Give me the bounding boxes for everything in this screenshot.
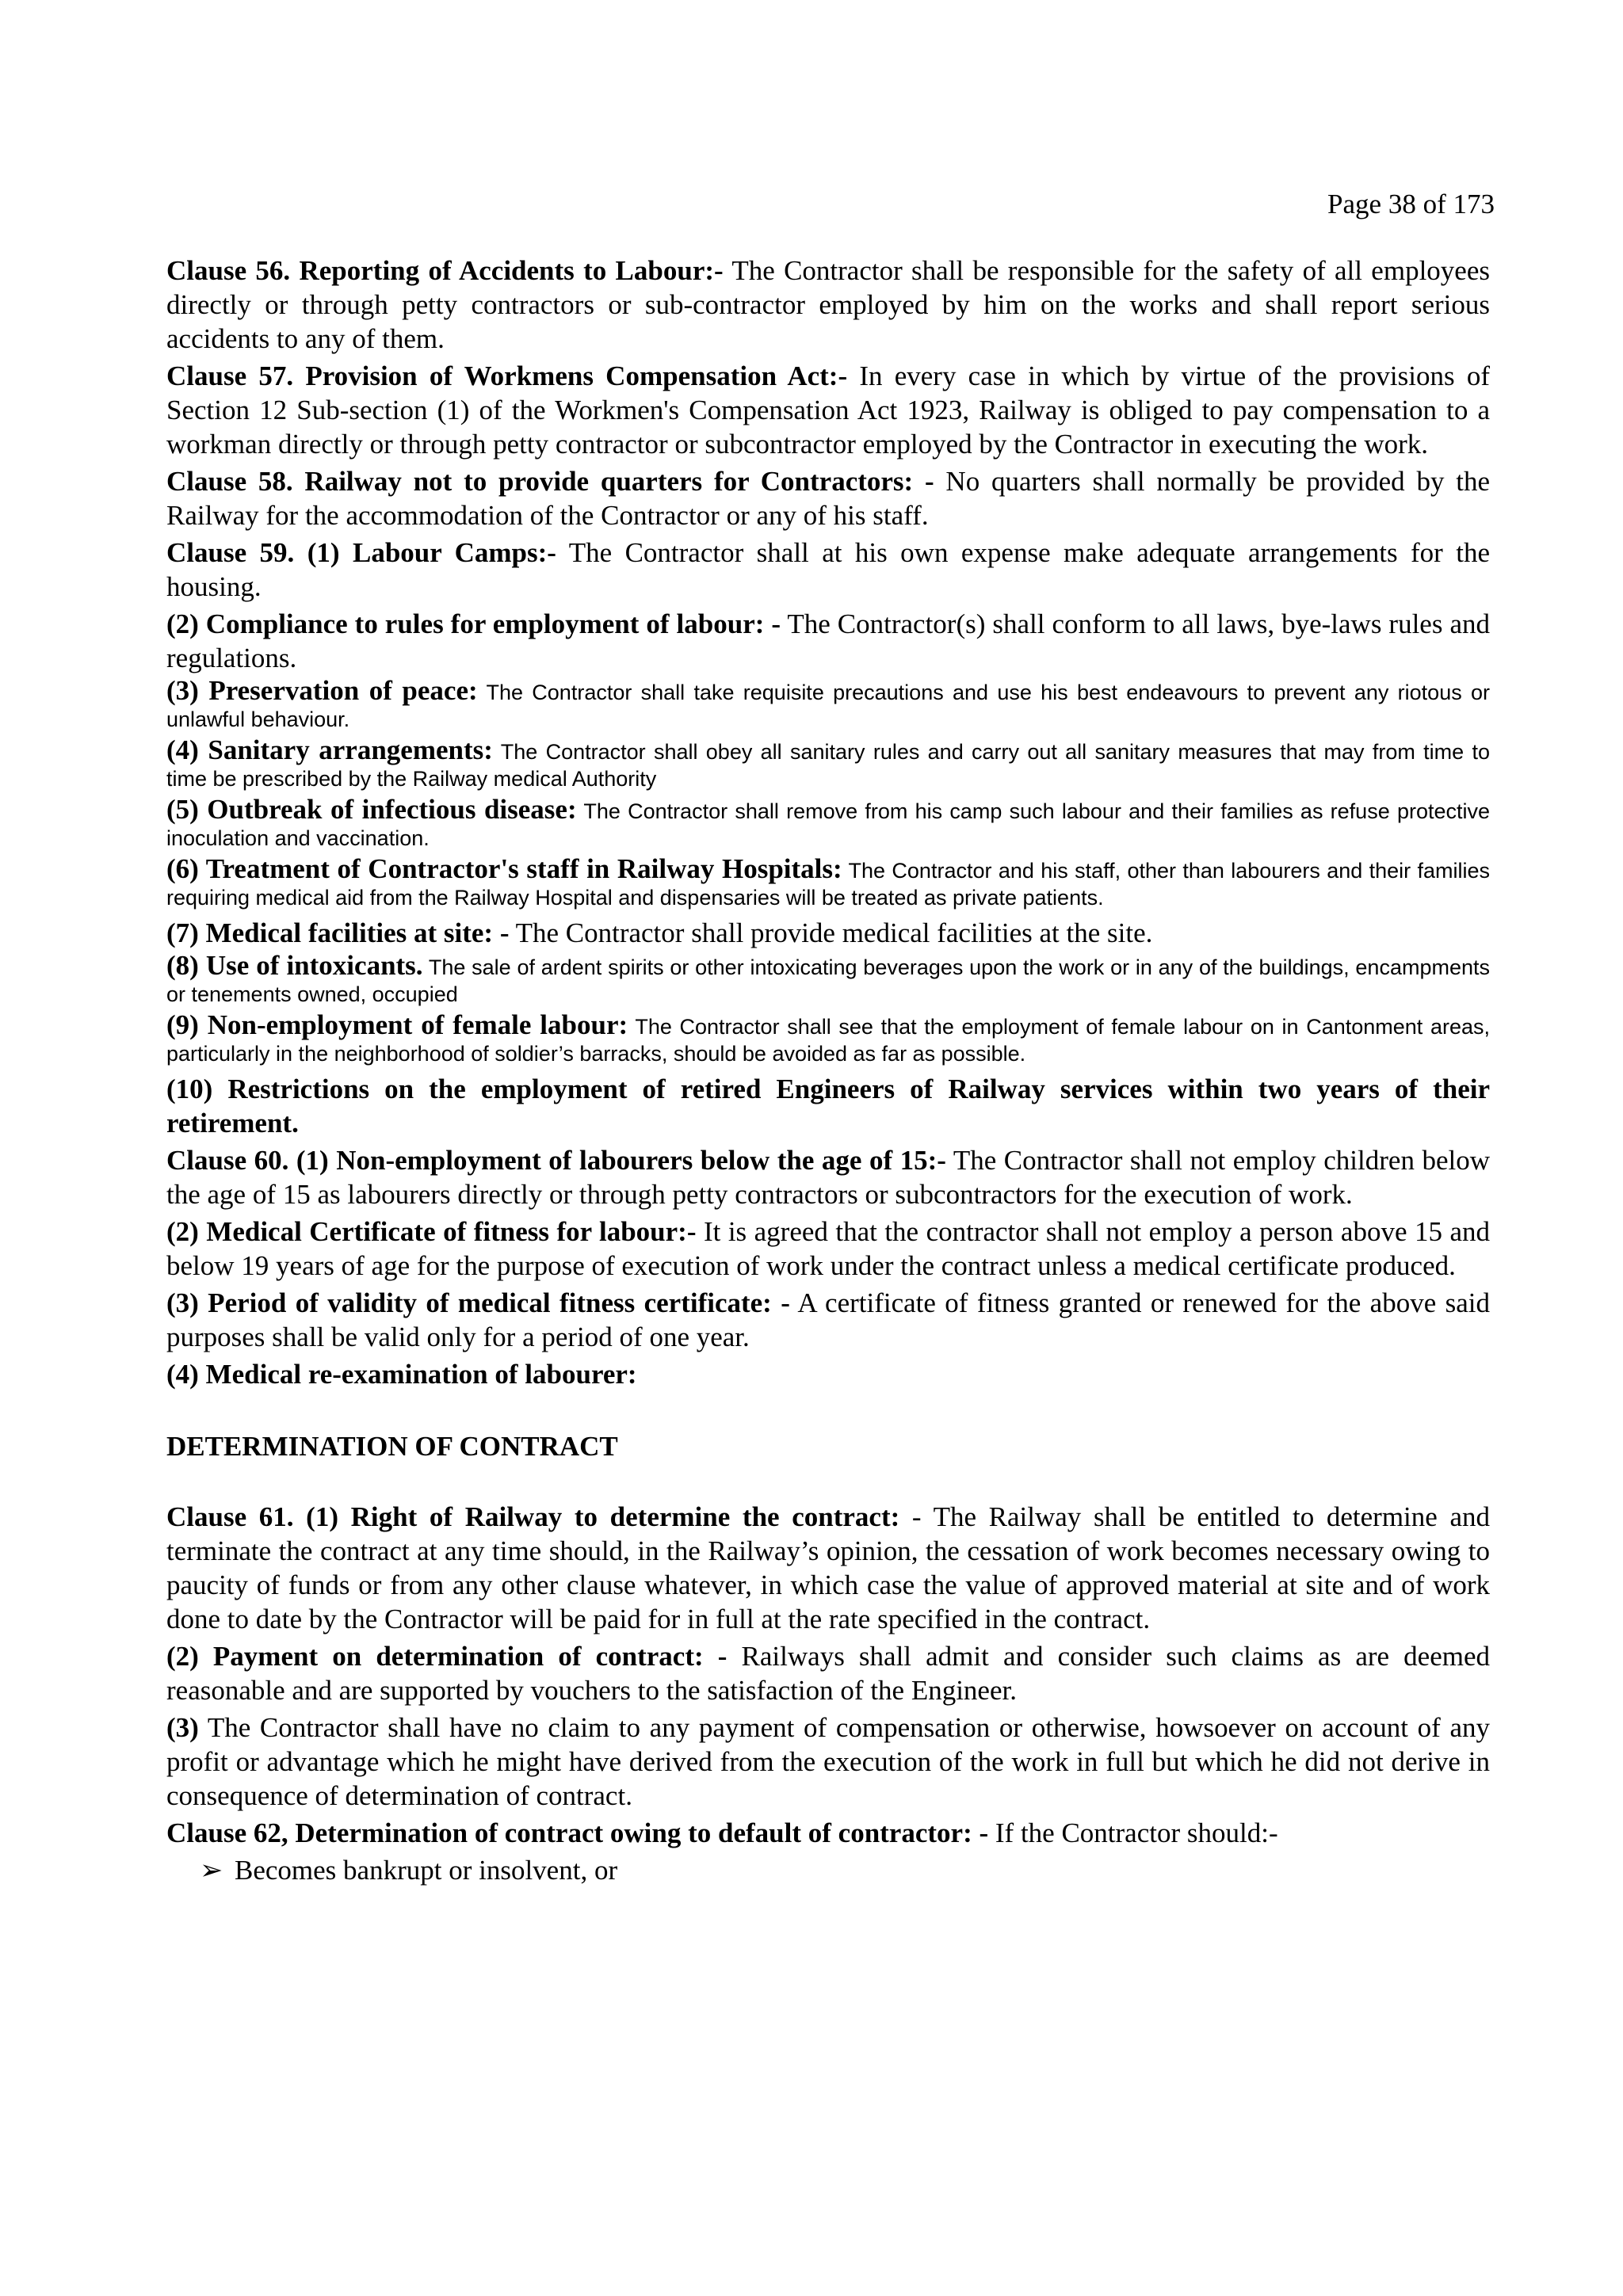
clause-heading: (7) Medical facilities at site: - — [166, 917, 510, 948]
clause-text: The Contractor shall not employ children below the age of 15 as labourers directly or through petty contractors or subcontractors for the execution of work. — [166, 1145, 1490, 1210]
clause-text: The Contractor shall be responsible for the safety of all employees directly or through petty contractors or sub-contractor employed by him on the works and shall report serious accidents to any of them. — [166, 255, 1490, 354]
document-body — [166, 254, 1490, 1887]
clause-heading: Clause 58. Railway not to provide quarters for Contractors: - — [166, 466, 934, 497]
clause-59-10 — [166, 1072, 1490, 1140]
clause-59-2 — [166, 607, 1490, 675]
clause-text: Railways shall admit and consider such claims as are deemed reasonable and are supported by vouchers to the satisfaction of the Engineer. — [166, 1641, 1490, 1706]
clause-text: The Contractor shall take requisite precautions and use his best endeavours to prevent any riotous or unlawful behaviour. — [166, 681, 1491, 731]
clause-heading: Clause 60. (1) Non-employment of labourers below the age of 15:- — [166, 1145, 946, 1176]
clause-heading: Clause 62, Determination of contract owing to default of contractor: - — [166, 1817, 989, 1848]
section-heading: DETERMINATION OF CONTRACT — [166, 1431, 618, 1462]
clause-text: The sale of ardent spirits or other intoxicating beverages upon the work or in any of the buildings, encampments or tenements owned, occupied — [166, 955, 1490, 1006]
clause-heading: (2) Medical Certificate of fitness for labour:- — [166, 1216, 697, 1247]
clause-text: The Contractor shall have no claim to any payment of compensation or otherwise, howsoever on account of any profit or advantage which he might have derived from the execution of the work in full but which he did not derive in consequence of determination of contract. — [166, 1712, 1490, 1811]
clause-heading: (9) Non-employment of female labour: — [166, 1009, 628, 1040]
clause-text: In every case in which by virtue of the provisions of Section 12 Sub-section (1) of the Workmen's Compensation Act 1923, Railway is obliged to pay compensation to a workman directly or through petty contractor or subcontractor employed by the Contractor in executing the work. — [166, 360, 1490, 460]
clause-text: The Contractor shall remove from his camp such labour and their families as refuse protective inoculation and vaccination. — [166, 799, 1491, 850]
clause-text: The Contractor(s) shall conform to all laws, bye-laws rules and regulations. — [166, 608, 1490, 673]
clause-heading: Clause 56. Reporting of Accidents to Labour:- — [166, 255, 724, 286]
clause-heading: Clause 61. (1) Right of Railway to determine the contract: — [166, 1501, 900, 1532]
clause-59-1 — [166, 536, 1490, 604]
clause-text: The Contractor shall provide medical facilities at the site. — [509, 917, 1153, 948]
clause-heading: (2) Compliance to rules for employment of labour: - — [166, 608, 781, 639]
clause-56 — [166, 254, 1490, 356]
clause-text: The Contractor shall see that the employment of female labour on in Cantonment areas, particularly in the neighborhood of soldier’s barracks, should be avoided as far as possible. — [166, 1015, 1490, 1066]
clause-text: No quarters shall normally be provided by the Railway for the accommodation of the Contractor or any of his staff. — [166, 466, 1490, 531]
clause-59-5 — [166, 794, 1491, 851]
clause-text: The Contractor shall obey all sanitary rules and carry out all sanitary measures that may from time to time be prescribed by the Railway medical Authority — [166, 740, 1491, 791]
clause-57 — [166, 359, 1490, 461]
clause-59-9 — [166, 1009, 1490, 1066]
clause-61-1 — [166, 1500, 1490, 1636]
clause-heading: (2) Payment on determination of contract: - — [166, 1641, 727, 1672]
clause-heading: (3) — [166, 1712, 199, 1743]
clause-61-2 — [166, 1639, 1490, 1707]
clause-text: The Contractor shall at his own expense make adequate arrangements for the housing. — [166, 537, 1491, 602]
arrow-bullet-icon: ➢ — [200, 1855, 223, 1886]
clause-59-6 — [166, 853, 1490, 910]
clause-heading: (6) Treatment of Contractor's staff in Railway Hospitals: — [166, 853, 842, 884]
clause-60-1 — [166, 1143, 1490, 1211]
clause-60-3 — [166, 1286, 1490, 1354]
clause-59-3 — [166, 675, 1491, 732]
clause-heading: (5) Outbreak of infectious disease: — [166, 794, 577, 825]
clause-heading: Clause 57. Provision of Workmens Compensation Act:- — [166, 360, 848, 391]
bullet-item — [166, 1853, 1490, 1887]
clause-heading: (3) Preservation of peace: — [166, 675, 478, 706]
clause-60-2 — [166, 1215, 1490, 1283]
clause-58 — [166, 464, 1490, 532]
clause-59-4 — [166, 734, 1491, 791]
clause-heading: (4) Medical re-examination of labourer: — [166, 1359, 637, 1390]
clause-62 — [166, 1816, 1490, 1850]
clause-59-8 — [166, 950, 1490, 1007]
clause-text: A certificate of fitness granted or renewed for the above said purposes shall be valid only for a period of one year. — [166, 1287, 1490, 1352]
clause-heading: (10) Restrictions on the employment of retired Engineers of Railway services within two years of their retirement. — [166, 1074, 1490, 1138]
clause-heading: (3) Period of validity of medical fitness certificate: - — [166, 1287, 790, 1318]
page-number: Page 38 of 173 — [1327, 189, 1495, 219]
clause-text: If the Contractor should:- — [988, 1817, 1278, 1848]
clause-60-4 — [166, 1357, 1490, 1391]
clause-heading: (8) Use of intoxicants. — [166, 950, 423, 981]
bullet-text: Becomes bankrupt or insolvent, or — [235, 1855, 618, 1886]
clause-61-3 — [166, 1711, 1490, 1813]
clause-text: It is agreed that the contractor shall not employ a person above 15 and below 19 years of age for the purpose of execution of work under the contract unless a medical certificate produced. — [166, 1216, 1490, 1281]
clause-heading: (4) Sanitary arrangements: — [166, 734, 493, 765]
clause-text: The Contractor and his staff, other than labourers and their families requiring medical aid from the Railway Hospital and dispensaries will be treated as private patients. — [166, 859, 1490, 910]
clause-text: - The Railway shall be entitled to determine and terminate the contract at any time should, in the Railway’s opinion, the cessation of work becomes necessary owing to paucity of funds or from any other clause whatever, in which case the value of approved material at site and of work done to date by the Contractor will be paid for in full at the rate specified in the contract. — [166, 1501, 1490, 1634]
clause-59-7 — [166, 916, 1490, 950]
clause-heading: Clause 59. (1) Labour Camps:- — [166, 537, 556, 568]
